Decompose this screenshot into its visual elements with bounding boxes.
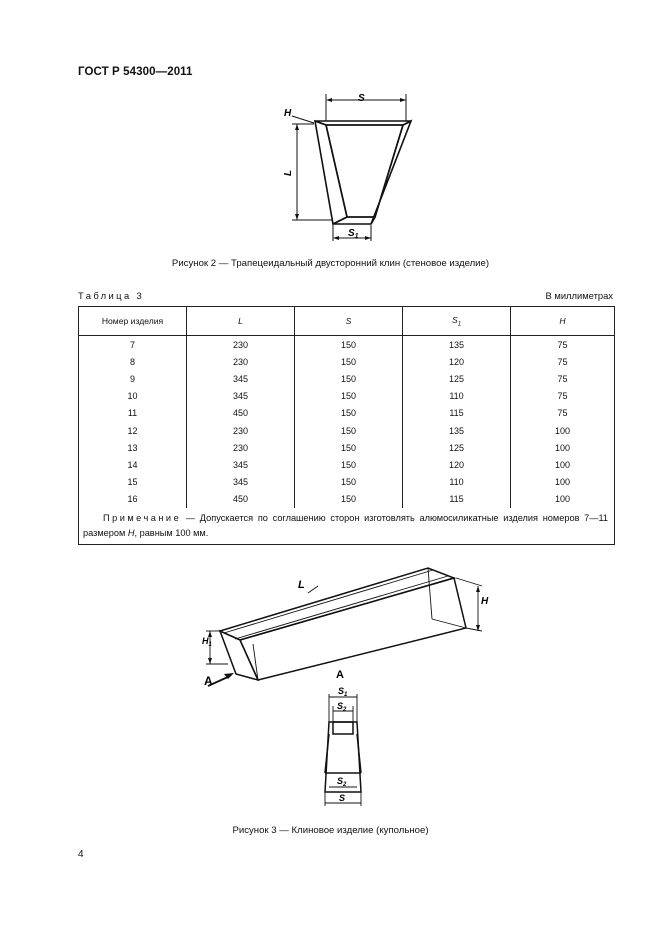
- dim-label-s: S: [358, 93, 365, 104]
- table-cell: 115: [403, 405, 511, 422]
- column-header-s1: S: [451, 314, 458, 325]
- dim-label-h: H: [481, 596, 489, 607]
- table-cell: 150: [295, 439, 403, 456]
- table-row: [79, 388, 615, 405]
- figure-3-caption: Рисунок 3 — Клиновое изделие (купольное): [232, 825, 429, 836]
- table-note-row: [79, 508, 615, 545]
- figure-3-view-a: [310, 666, 380, 811]
- dim-label-s1: $S_1$: [348, 228, 359, 240]
- table-cell: 125: [403, 439, 511, 456]
- table-cell: 8: [79, 353, 187, 370]
- column-header-s1-sub: 1: [457, 321, 462, 328]
- figure-2-caption: Рисунок 2 — Трапецеидальный двусторонний клин (стеновое изделие): [171, 258, 490, 269]
- table-cell: 75: [511, 405, 615, 422]
- table-cell: 150: [295, 491, 403, 508]
- table-cell: 345: [187, 474, 295, 491]
- table-cell: 450: [187, 491, 295, 508]
- table-cell: 100: [511, 439, 615, 456]
- table-cell: 150: [295, 474, 403, 491]
- table-row: [79, 439, 615, 456]
- table-row: [79, 405, 615, 422]
- hidden-and-inner-lines: [206, 568, 482, 680]
- column-header: H: [511, 307, 615, 336]
- table-cell: 15: [79, 474, 187, 491]
- table-cell: 450: [187, 405, 295, 422]
- table-cell: 230: [187, 439, 295, 456]
- table-cell: 125: [403, 370, 511, 387]
- table-cell: 75: [511, 388, 615, 405]
- dim-label-s2-top: $S_2$: [337, 701, 347, 713]
- table-cell: 150: [295, 353, 403, 370]
- note-label: Примечание: [103, 512, 182, 523]
- table-row: [79, 422, 615, 439]
- table-cell: 115: [403, 491, 511, 508]
- table-row: [79, 474, 615, 491]
- table-cell: 16: [79, 491, 187, 508]
- table-cell: 7: [79, 336, 187, 354]
- table-cell: 100: [511, 491, 615, 508]
- table-cell: 11: [79, 405, 187, 422]
- dimension-lines: [292, 94, 406, 241]
- dim-label-l: L: [298, 579, 305, 591]
- table-row: [79, 336, 615, 354]
- dim-label-h: H: [284, 108, 292, 119]
- table-cell: 230: [187, 422, 295, 439]
- table-cell: 345: [187, 388, 295, 405]
- table-note: [79, 508, 615, 545]
- note-text-b: , равным 100 мм.: [134, 527, 209, 538]
- table-cell: 75: [511, 336, 615, 354]
- table-cell: 13: [79, 439, 187, 456]
- column-header: L: [187, 307, 295, 336]
- table-units: В миллиметрах: [545, 290, 613, 301]
- table-cell: 150: [295, 388, 403, 405]
- table-cell: 230: [187, 336, 295, 354]
- dim-label-s2-bottom: $S_2$: [337, 776, 347, 788]
- table-row: [79, 370, 615, 387]
- table-cell: 110: [403, 388, 511, 405]
- table-cell: 100: [511, 474, 615, 491]
- view-a-title: A: [336, 669, 344, 681]
- table-cell: 345: [187, 370, 295, 387]
- table-header-row: [79, 307, 615, 336]
- table-cell: 14: [79, 456, 187, 473]
- table-cell: 120: [403, 456, 511, 473]
- table-row: [79, 456, 615, 473]
- table-cell: 9: [79, 370, 187, 387]
- dim-label-s: S: [339, 793, 346, 803]
- table-title: Таблица 3: [78, 290, 145, 301]
- column-header: [403, 307, 511, 336]
- table-cell: 100: [511, 422, 615, 439]
- table-cell: 75: [511, 353, 615, 370]
- column-header: S: [295, 307, 403, 336]
- note-var: H: [127, 527, 135, 538]
- table-cell: 135: [403, 336, 511, 354]
- table-3: [78, 306, 615, 545]
- view-a-label: A: [204, 674, 213, 688]
- table-cell: 150: [295, 405, 403, 422]
- table-cell: 120: [403, 353, 511, 370]
- table-cell: 100: [511, 456, 615, 473]
- table-cell: 12: [79, 422, 187, 439]
- dim-label-l: L: [283, 169, 294, 176]
- table-cell: 230: [187, 353, 295, 370]
- table-cell: 150: [295, 456, 403, 473]
- table-row: [79, 491, 615, 508]
- standard-header: ГОСТ Р 54300—2011: [78, 66, 193, 78]
- dim-label-s1: $S_1$: [338, 686, 348, 698]
- column-header: Номер изделия: [79, 307, 187, 336]
- table-cell: 10: [79, 388, 187, 405]
- table-row: [79, 353, 615, 370]
- table-cell: 135: [403, 422, 511, 439]
- table-cell: 75: [511, 370, 615, 387]
- table-cell: 150: [295, 336, 403, 354]
- page-number: 4: [78, 849, 84, 860]
- table-cell: 150: [295, 422, 403, 439]
- trapezoid-wedge-outline: [315, 121, 411, 224]
- note-text-a: — Допускается по соглашению сторон изготовлять алюмосиликатные изделия номеров 7—11 размером: [83, 512, 608, 538]
- table-cell: 150: [295, 370, 403, 387]
- table-cell: 110: [403, 474, 511, 491]
- figure-2-drawing: [270, 88, 430, 248]
- table-cell: 345: [187, 456, 295, 473]
- dim-label-h1: $H_1$: [202, 636, 212, 648]
